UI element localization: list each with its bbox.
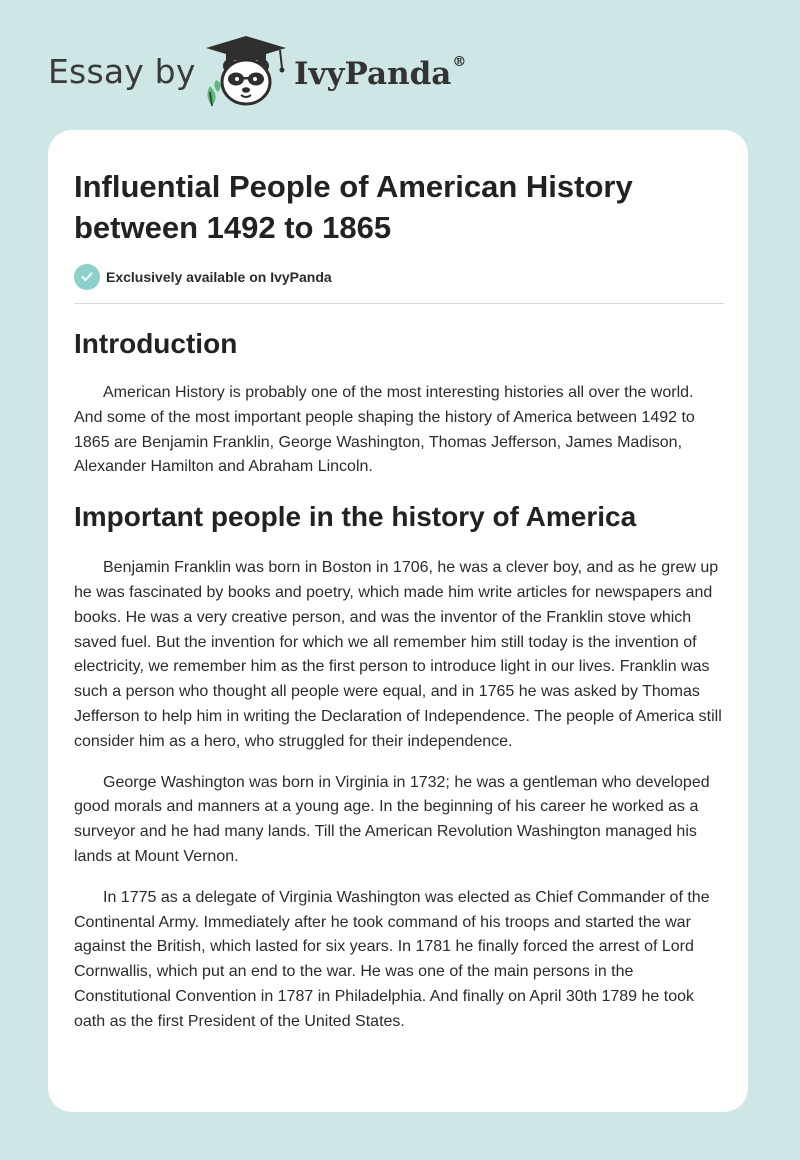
brand-text: IvyPanda [294,56,452,92]
divider [74,303,724,304]
section-heading-introduction: Introduction [74,328,238,359]
registered-mark: ® [452,54,467,70]
essay-by-label: Essay by [48,52,196,91]
paragraph: In 1775 as a delegate of Virginia Washington was elected as Chief Commander of the Continental Army. Immediately after he took command of his troops and started the war against the British, which lasted for six years. In 1781 he finally forced the arrest of Lord Cornwallis, which put an end to the war. He was one of the main persons in the Constitutional Convention in 1787 in Philadelphia. And finally on April 30th 1789 he took oath as the first President of the United States. [74,888,710,1030]
exclusive-text: Exclusively available on IvyPanda [106,269,332,285]
essay-content [74,166,724,1035]
brand-name[interactable] [294,54,466,92]
section-heading-important-people: Important people in the history of America [74,501,637,533]
paragraph: Benjamin Franklin was born in Boston in 1706, he was a clever boy, and as he grew up he was fascinated by books and poetry, which made him write articles for newspapers and books. He was a very creative person, and was the inventor of the Franklin stove which saved fuel. But the invention for which we all remember him still today is the invention of electricity, we remember him as the first person to introduce light in our lives. Franklin was such a person who thought all people were equal, and in 1765 he was asked by Thomas Jefferson to help him in writing the Declaration of Independence. The people of America still consider him as a hero, who struggled for their independence. [74,559,722,750]
paragraph: George Washington was born in Virginia in 1732; he was a gentleman who developed good morals and manners at a young age. In the beginning of his career he worked as a surveyor and he had many lands. Till the American Revolution Washington managed his lands at Mount Vernon. [74,773,710,865]
site-header [48,34,568,114]
panda-graduation-cap-icon[interactable] [200,34,292,110]
check-icon [74,264,100,290]
paragraph: American History is probably one of the most interesting histories all over the world. And some of the most important people shaping the history of America between 1492 to 1865 are Benjamin Franklin, George Washington, Thomas Jefferson, James Madison, Alexander Hamilton and Abraham Lincoln. [74,384,695,476]
essay-card [48,130,748,1112]
exclusive-badge [74,264,724,290]
page-title: Influential People of American History between 1492 to 1865 [74,169,633,245]
leaf-icon [207,80,220,106]
